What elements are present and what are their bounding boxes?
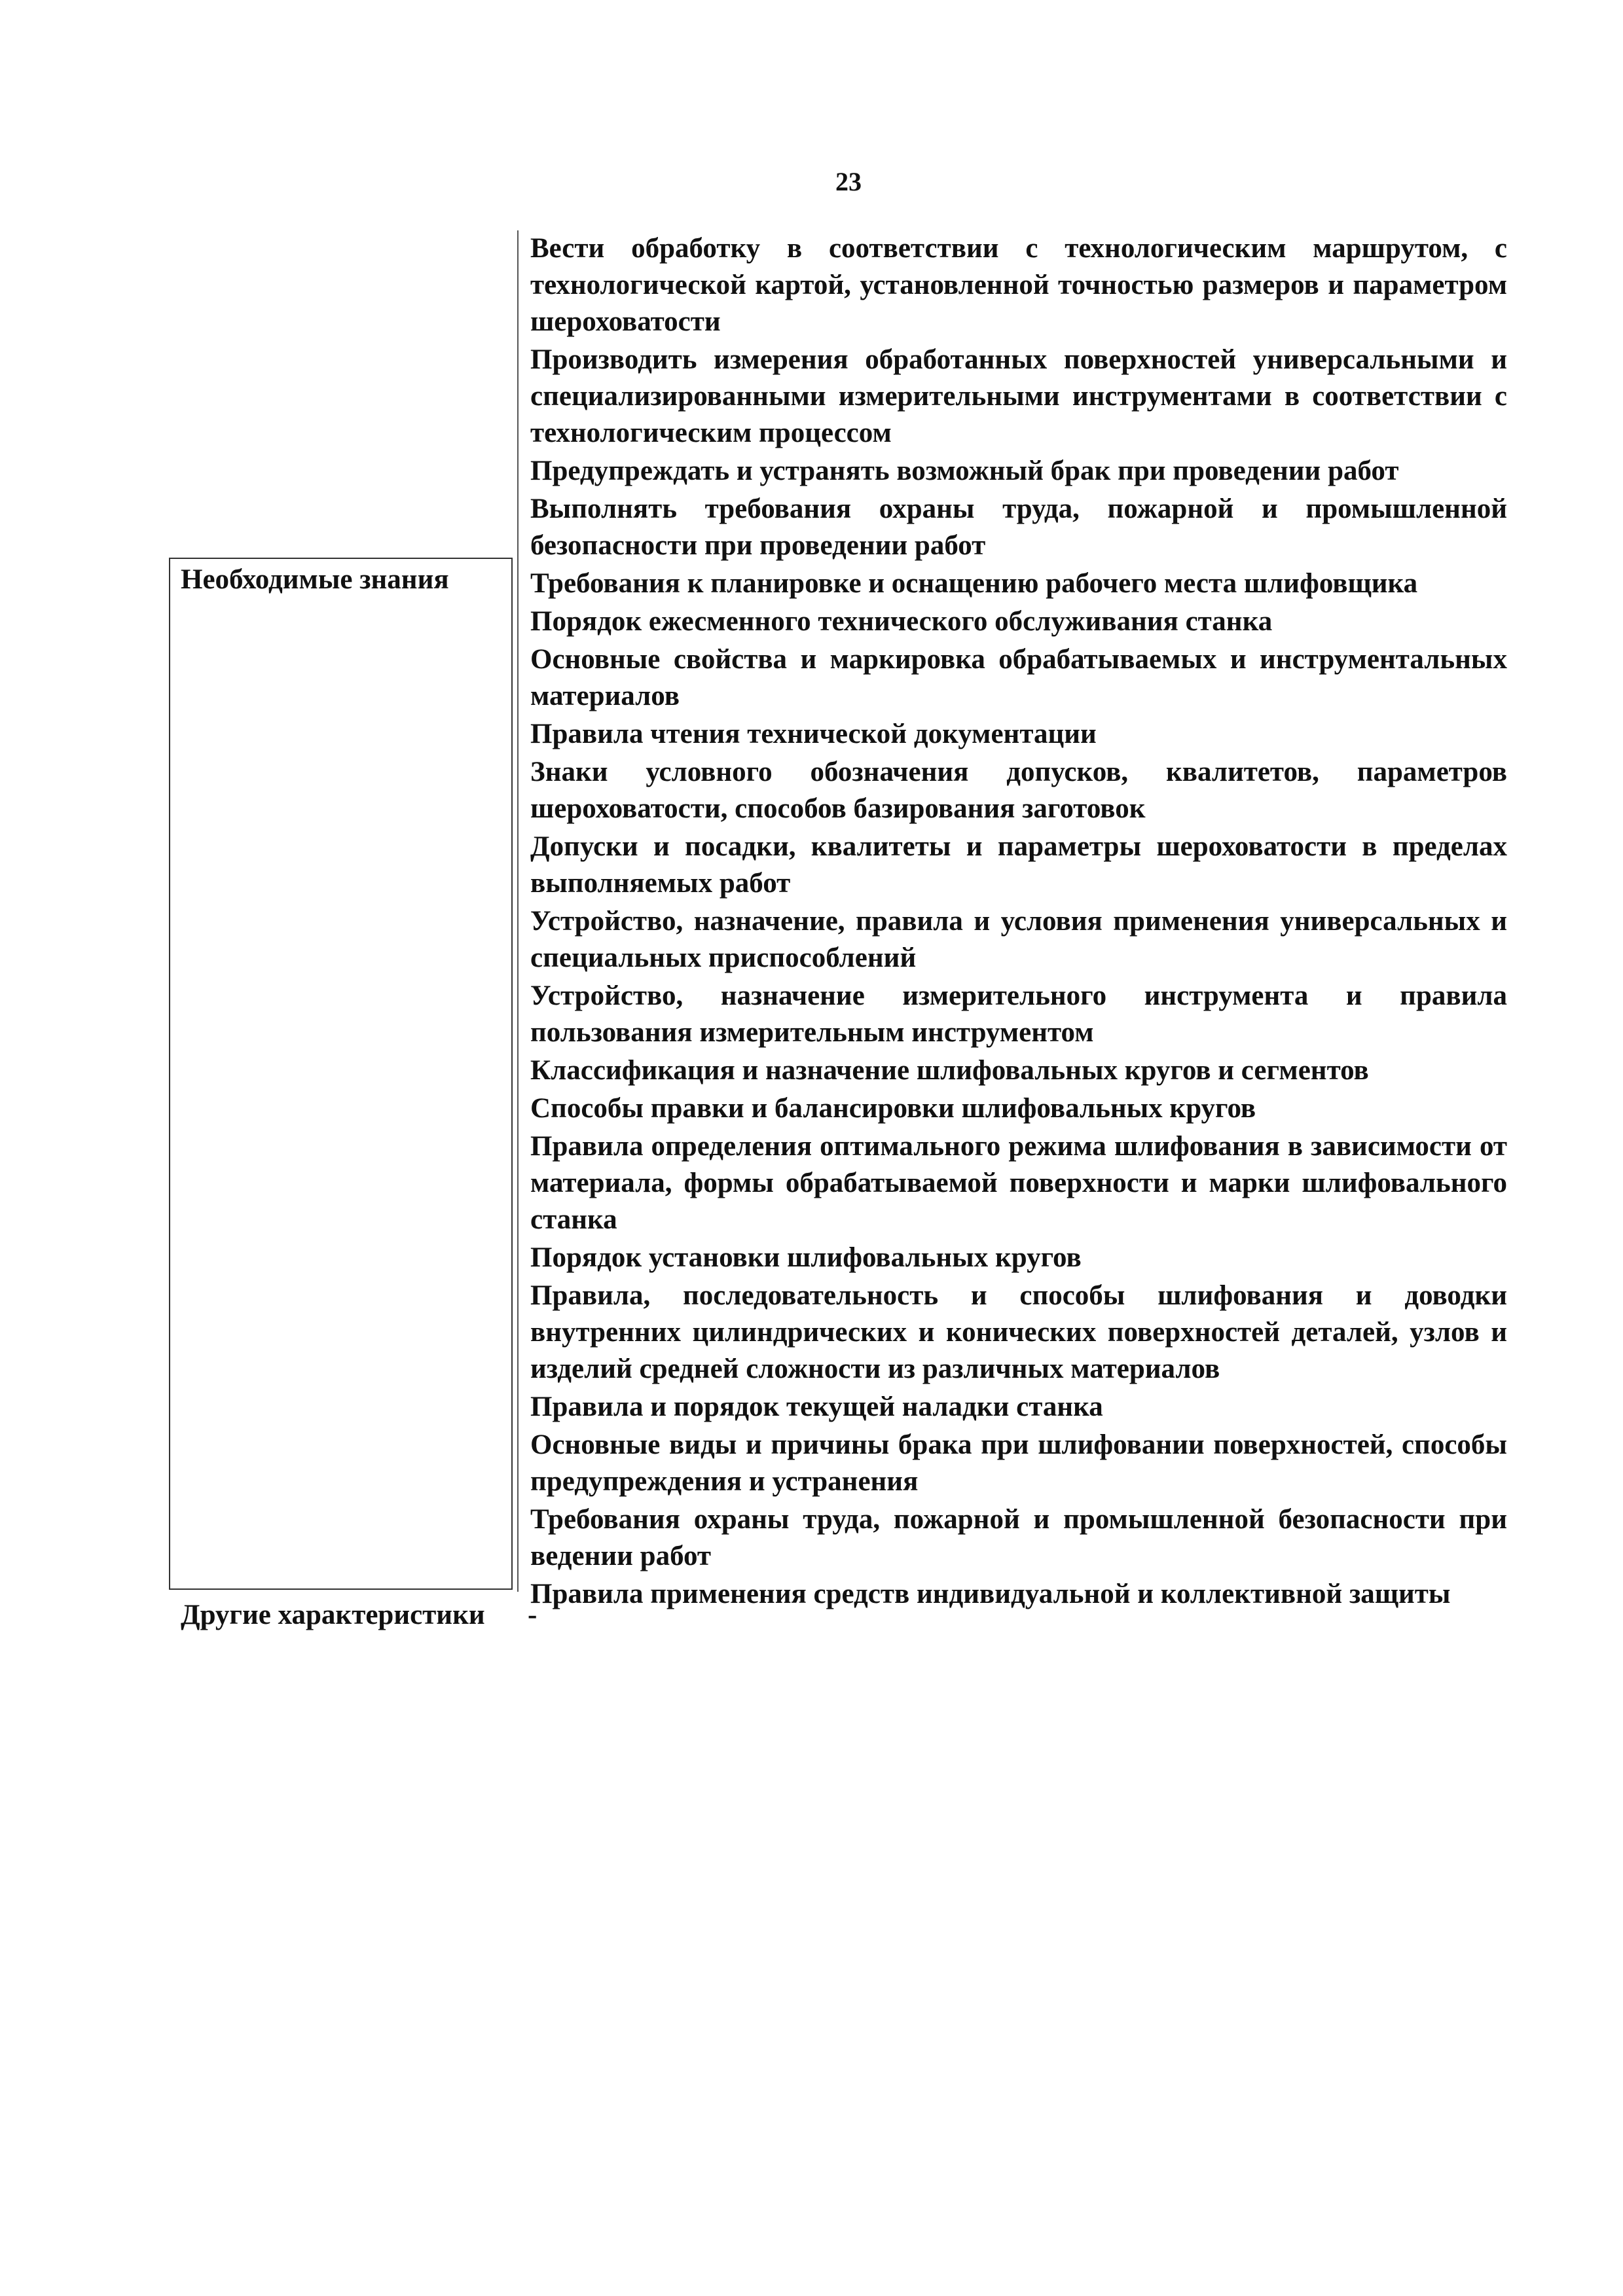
page-number: 23 (835, 167, 862, 196)
knowledge-label-cell (169, 558, 513, 1590)
knowledge-item: Знаки условного обозначения допусков, квалитетов, параметров шероховатости, способов базирования заготовок (530, 757, 1507, 824)
knowledge-item: Допуски и посадки, квалитеты и параметры шероховатости в пределах выполняемых работ (530, 831, 1507, 899)
skill-item: Предупреждать и устранять возможный брак при проведении работ (530, 456, 1399, 486)
skill-item: Производить измерения обработанных поверхностей универсальными и специализированными измерительными инструментами в соответствии с технологическим процессом (530, 344, 1507, 448)
knowledge-item: Порядок ежесменного технического обслуживания станка (530, 606, 1273, 637)
knowledge-item: Устройство, назначение измерительного инструмента и правила пользования измерительным инструментом (530, 980, 1507, 1048)
knowledge-item: Классификация и назначение шлифовальных кругов и сегментов (530, 1055, 1369, 1086)
knowledge-item: Требования к планировке и оснащению рабочего места шлифовщика (530, 568, 1418, 599)
knowledge-item: Требования охраны труда, пожарной и промышленной безопасности при ведении работ (530, 1504, 1507, 1571)
knowledge-item: Устройство, назначение, правила и условия применения универсальных и специальных приспособлений (530, 906, 1507, 973)
knowledge-item: Правила и порядок текущей наладки станка (530, 1391, 1103, 1422)
requirements-column (530, 230, 1507, 1614)
other-characteristics-label: Другие характеристики (181, 1600, 485, 1630)
knowledge-item: Правила чтения технической документации (530, 719, 1097, 749)
skill-item: Выполнять требования охраны труда, пожарной и промышленной безопасности при проведении работ (530, 493, 1507, 561)
other-characteristics-value: - (528, 1600, 538, 1630)
knowledge-item: Основные виды и причины брака при шлифовании поверхностей, способы предупреждения и устранения (530, 1429, 1507, 1497)
knowledge-label: Необходимые знания (181, 564, 449, 595)
column-divider (517, 230, 519, 1592)
knowledge-item: Основные свойства и маркировка обрабатываемых и инструментальных материалов (530, 644, 1507, 711)
knowledge-item: Правила определения оптимального режима шлифования в зависимости от материала, формы обрабатываемой поверхности и марки шлифовального станка (530, 1131, 1507, 1235)
knowledge-item: Способы правки и балансировки шлифовальных кругов (530, 1093, 1256, 1124)
knowledge-item: Правила применения средств индивидуальной и коллективной защиты (530, 1579, 1451, 1609)
knowledge-item: Порядок установки шлифовальных кругов (530, 1242, 1082, 1273)
skill-item: Вести обработку в соответствии с технологическим маршрутом, с технологической картой, установленной точностью размеров и параметром шероховатости (530, 233, 1507, 337)
knowledge-item: Правила, последовательность и способы шлифования и доводки внутренних цилиндрических и конических поверхностей деталей, узлов и изделий средней сложности из различных материалов (530, 1280, 1507, 1384)
